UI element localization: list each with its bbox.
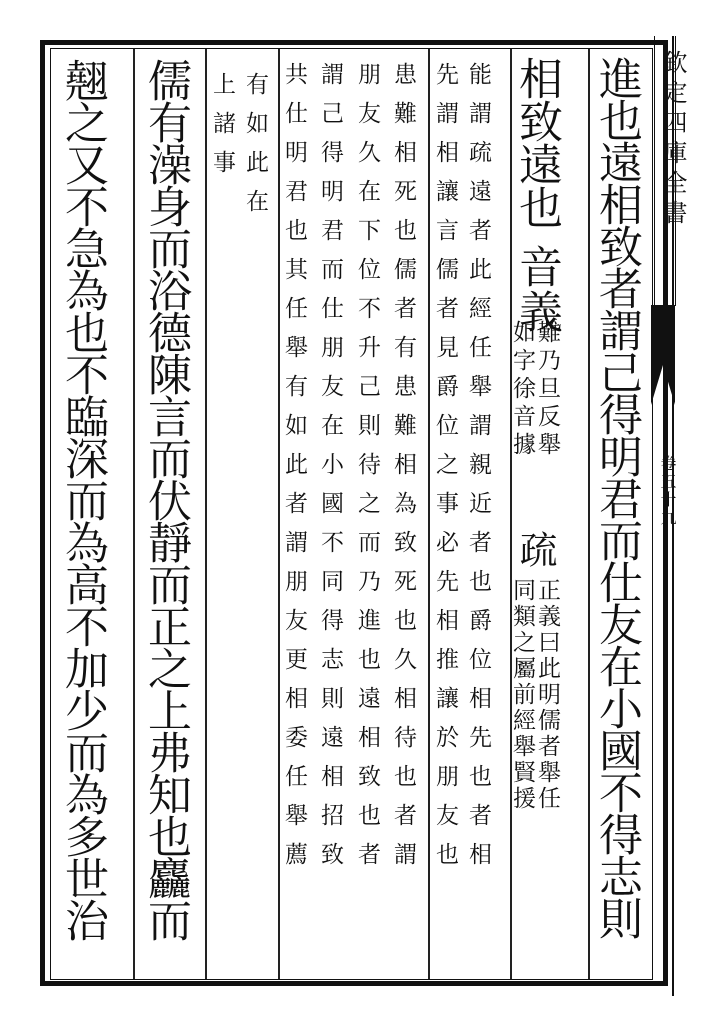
note-line: 上諸事 bbox=[209, 72, 235, 189]
text-column: 相致遠也 bbox=[511, 56, 562, 228]
text-column-heading: 音義 bbox=[511, 244, 562, 334]
column-rule bbox=[133, 49, 135, 979]
library-title: 欽定四庫全書 bbox=[659, 50, 687, 230]
text-column: 翹之又不急為也不臨深而為高不加少而為多世治 bbox=[57, 58, 108, 940]
commentary-line: 朋友久在下位不升己則待之而乃進也遠相致也者 bbox=[354, 62, 380, 881]
volume-label: 卷五十九 bbox=[658, 455, 677, 527]
annotation-line: 正義曰此明儒者舉任 bbox=[534, 578, 560, 812]
text-column: 進也遠相致者謂己得明君而仕友在小國不得志則 bbox=[591, 56, 642, 938]
note-line: 有如此在 bbox=[242, 72, 268, 228]
commentary-line: 先謂相讓言儒者見爵位之事必先相推讓於朋友也 bbox=[432, 62, 458, 881]
column-rule bbox=[428, 49, 430, 979]
commentary-line: 患難相死也儒者有患難相為致死也久相待也者謂 bbox=[390, 62, 416, 881]
annotation-line: 如字徐音據 bbox=[509, 320, 535, 460]
commentary-line: 謂己得明君而仕朋友在小國不同得志則遠相招致 bbox=[317, 62, 343, 881]
annotation-line: 同類之屬前經舉賢援 bbox=[509, 578, 535, 812]
text-column: 儒有澡身而浴德陳言而伏靜而正之上弗知也麤而 bbox=[140, 58, 191, 940]
column-rule bbox=[205, 49, 207, 979]
commentary-line: 能謂疏遠者此經任舉謂親近者也爵位相先也者相 bbox=[465, 62, 491, 881]
annotation-line: 難乃旦反舉 bbox=[534, 320, 560, 460]
commentary-line: 共仕明君也其任舉有如此者謂朋友更相委任舉薦 bbox=[281, 62, 307, 881]
column-rule bbox=[588, 49, 590, 979]
column-rule bbox=[278, 49, 280, 979]
commentary-marker: 疏 bbox=[513, 530, 557, 569]
